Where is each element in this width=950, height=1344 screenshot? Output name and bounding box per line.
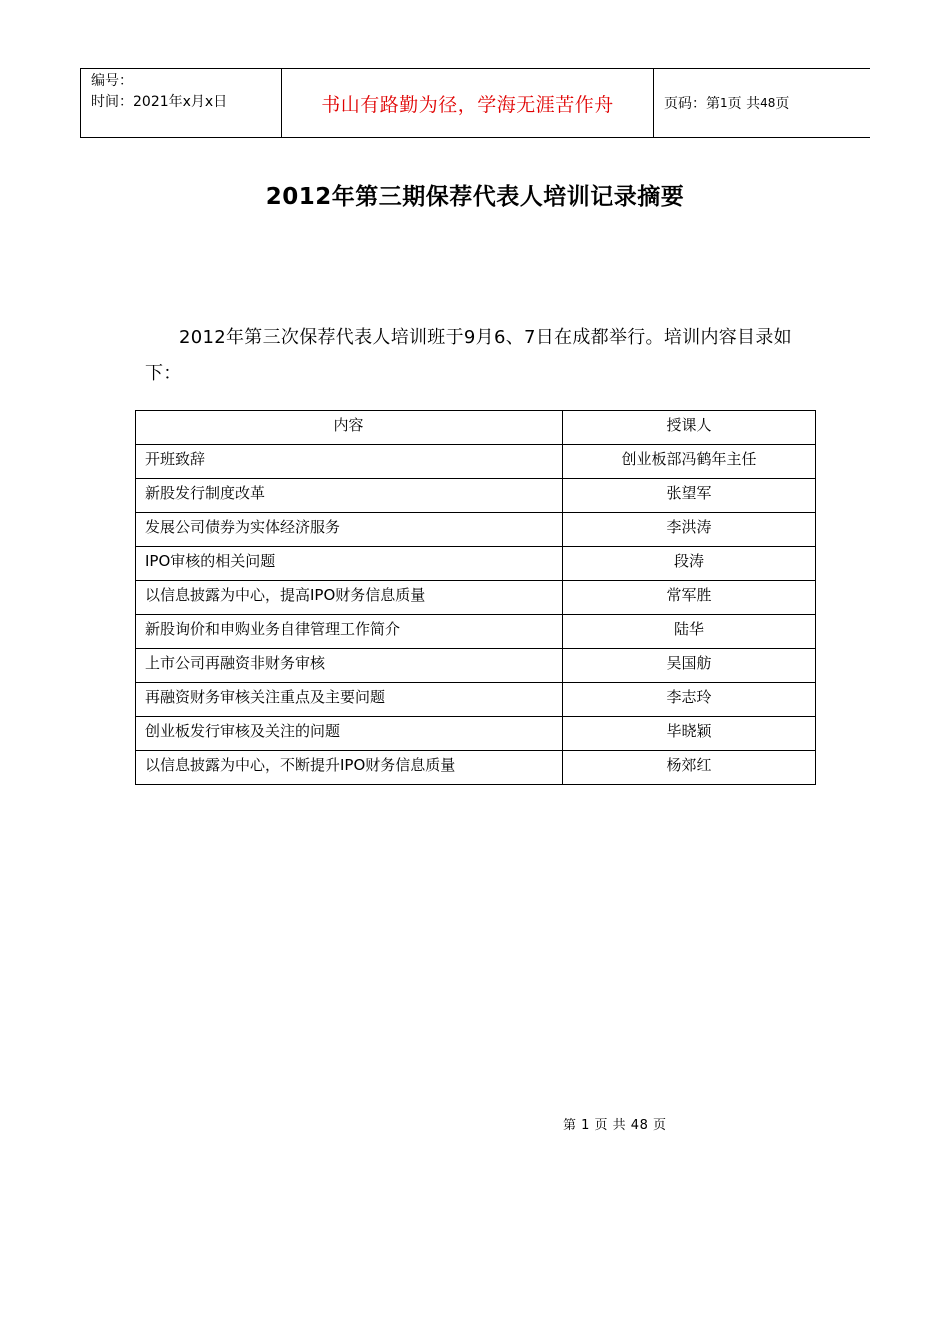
header-meta [80,69,281,137]
table-row [136,751,816,785]
page-current: 1 [720,96,728,110]
intro-paragraph: 2012年第三次保荐代表人培训班于9月6、7日在成都举行。培训内容目录如下： [145,327,792,384]
table-row [136,683,816,717]
number-label: 编号： [91,73,133,89]
table-row [136,547,816,581]
page-mid: 页 共 [727,96,761,112]
topic-cell: 开班致辞 [136,445,563,479]
table-row [136,479,816,513]
document-title: 2012年第三期保荐代表人培训记录摘要 [265,184,685,210]
page-prefix: 页码：第 [664,96,720,112]
table-row [136,615,816,649]
table-row [136,581,816,615]
lecturer-cell: 张望军 [563,479,816,513]
lecturer-cell: 李志玲 [563,683,816,717]
lecturer-cell: 陆华 [563,615,816,649]
table-header-row [136,411,816,445]
lecturer-cell: 常军胜 [563,581,816,615]
lecturer-cell: 李洪涛 [563,513,816,547]
header-content: 内容 [136,411,563,445]
topic-cell: 再融资财务审核关注重点及主要问题 [136,683,563,717]
lecturer-cell: 吴国舫 [563,649,816,683]
page-footer: 第 1 页 共 48 页 [563,1118,667,1133]
header-lecturer: 授课人 [563,411,816,445]
table-row [136,445,816,479]
topic-cell: 上市公司再融资非财务审核 [136,649,563,683]
table-row [136,513,816,547]
topic-cell: IPO审核的相关问题 [136,547,563,581]
topic-cell: 以信息披露为中心，提高IPO财务信息质量 [136,581,563,615]
topic-cell: 新股询价和申购业务自律管理工作简介 [136,615,563,649]
document-header [80,68,870,138]
training-outline-table [135,410,816,785]
page-suffix: 页 [775,96,790,112]
table-row [136,649,816,683]
topic-cell: 新股发行制度改革 [136,479,563,513]
header-page-number [654,69,870,137]
topic-cell: 发展公司债券为实体经济服务 [136,513,563,547]
lecturer-cell: 毕晓颖 [563,717,816,751]
table-row [136,717,816,751]
header-motto: 书山有路勤为径，学海无涯苦作舟 [281,69,654,137]
lecturer-cell: 杨郊红 [563,751,816,785]
page-total: 48 [760,96,776,110]
topic-cell: 创业板发行审核及关注的问题 [136,717,563,751]
time-label: 时间：2021年x月x日 [91,94,228,110]
lecturer-cell: 段涛 [563,547,816,581]
lecturer-cell: 创业板部冯鹤年主任 [563,445,816,479]
topic-cell: 以信息披露为中心，不断提升IPO财务信息质量 [136,751,563,785]
